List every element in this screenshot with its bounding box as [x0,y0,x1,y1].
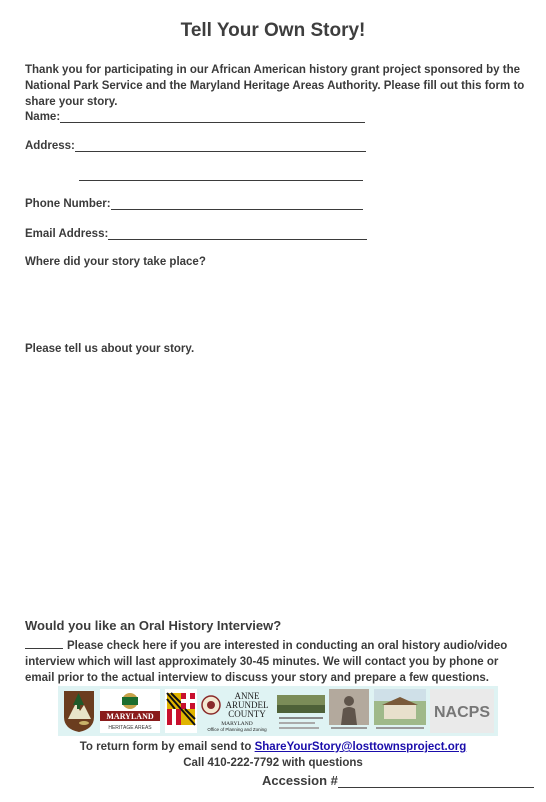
heritage-site-logo [277,689,325,733]
accession-line[interactable] [338,774,534,788]
phone-label: Phone Number: [25,198,111,210]
maryland-heritage-logo [100,689,160,733]
email-link[interactable]: ShareYourStory@losttownsproject.org [254,741,467,753]
accession-label: Accession # [262,773,338,788]
address-line-2[interactable] [79,168,363,181]
planning-zoning-text: Office of Planning and Zoning [207,727,267,732]
return-email-line [0,741,546,753]
anne-arundel-maryland-text: MARYLAND [221,721,253,727]
anne-text: ANNE [234,691,260,701]
oral-history-paragraph [25,638,530,686]
address-field-2[interactable] [79,168,363,181]
anne-arundel-county-logo [201,689,273,733]
intro-paragraph: Thank you for participating in our African American history grant project sponsored by the National Park Service and the Maryland Heritage Areas Authority. Please fill out this form to share your story. [25,64,525,108]
arundel-text: ARUNDEL [225,700,269,710]
county-text: COUNTY [228,709,266,719]
phone-line[interactable] [111,197,363,210]
maryland-logo-text: MARYLAND [106,712,154,721]
email-label: Email Address: [25,228,109,240]
phone-field[interactable] [25,197,363,210]
email-line[interactable] [108,227,367,240]
address-line-1[interactable] [75,139,366,152]
oral-history-text: Please check here if you are interested in conducting an oral history audio/video interview which will last approximately 30-45 minutes. We will contact you by phone or email prior to the actual interview to discuss your story and prepare a few questions. [25,640,508,684]
sponsor-logos [58,686,498,736]
email-field[interactable] [25,227,367,240]
address-label: Address: [25,140,75,152]
nacps-logo [430,689,494,733]
accession-field[interactable] [262,773,534,788]
name-label: Name: [25,111,61,123]
phone-line: Call 410-222-7792 with questions [183,757,363,769]
oral-history-checkbox-line[interactable] [25,638,63,649]
name-field[interactable] [25,110,365,123]
maryland-flag-logo [165,689,197,733]
nacps-text: NACPS [433,704,490,721]
where-question: Where did your story take place? [25,256,206,268]
return-email-prefix: To return form by email send to [79,741,255,753]
page-title: Tell Your Own Story! [180,20,366,41]
story-question: Please tell us about your story. [25,343,195,355]
building-photo-logo [374,689,426,733]
oral-history-heading: Would you like an Oral History Interview? [25,618,282,633]
maryland-logo-subtext: HERITAGE AREAS [108,725,152,731]
statue-photo-logo [329,689,369,733]
nps-logo [62,689,96,733]
name-line[interactable] [60,110,365,123]
address-field[interactable] [25,139,366,152]
